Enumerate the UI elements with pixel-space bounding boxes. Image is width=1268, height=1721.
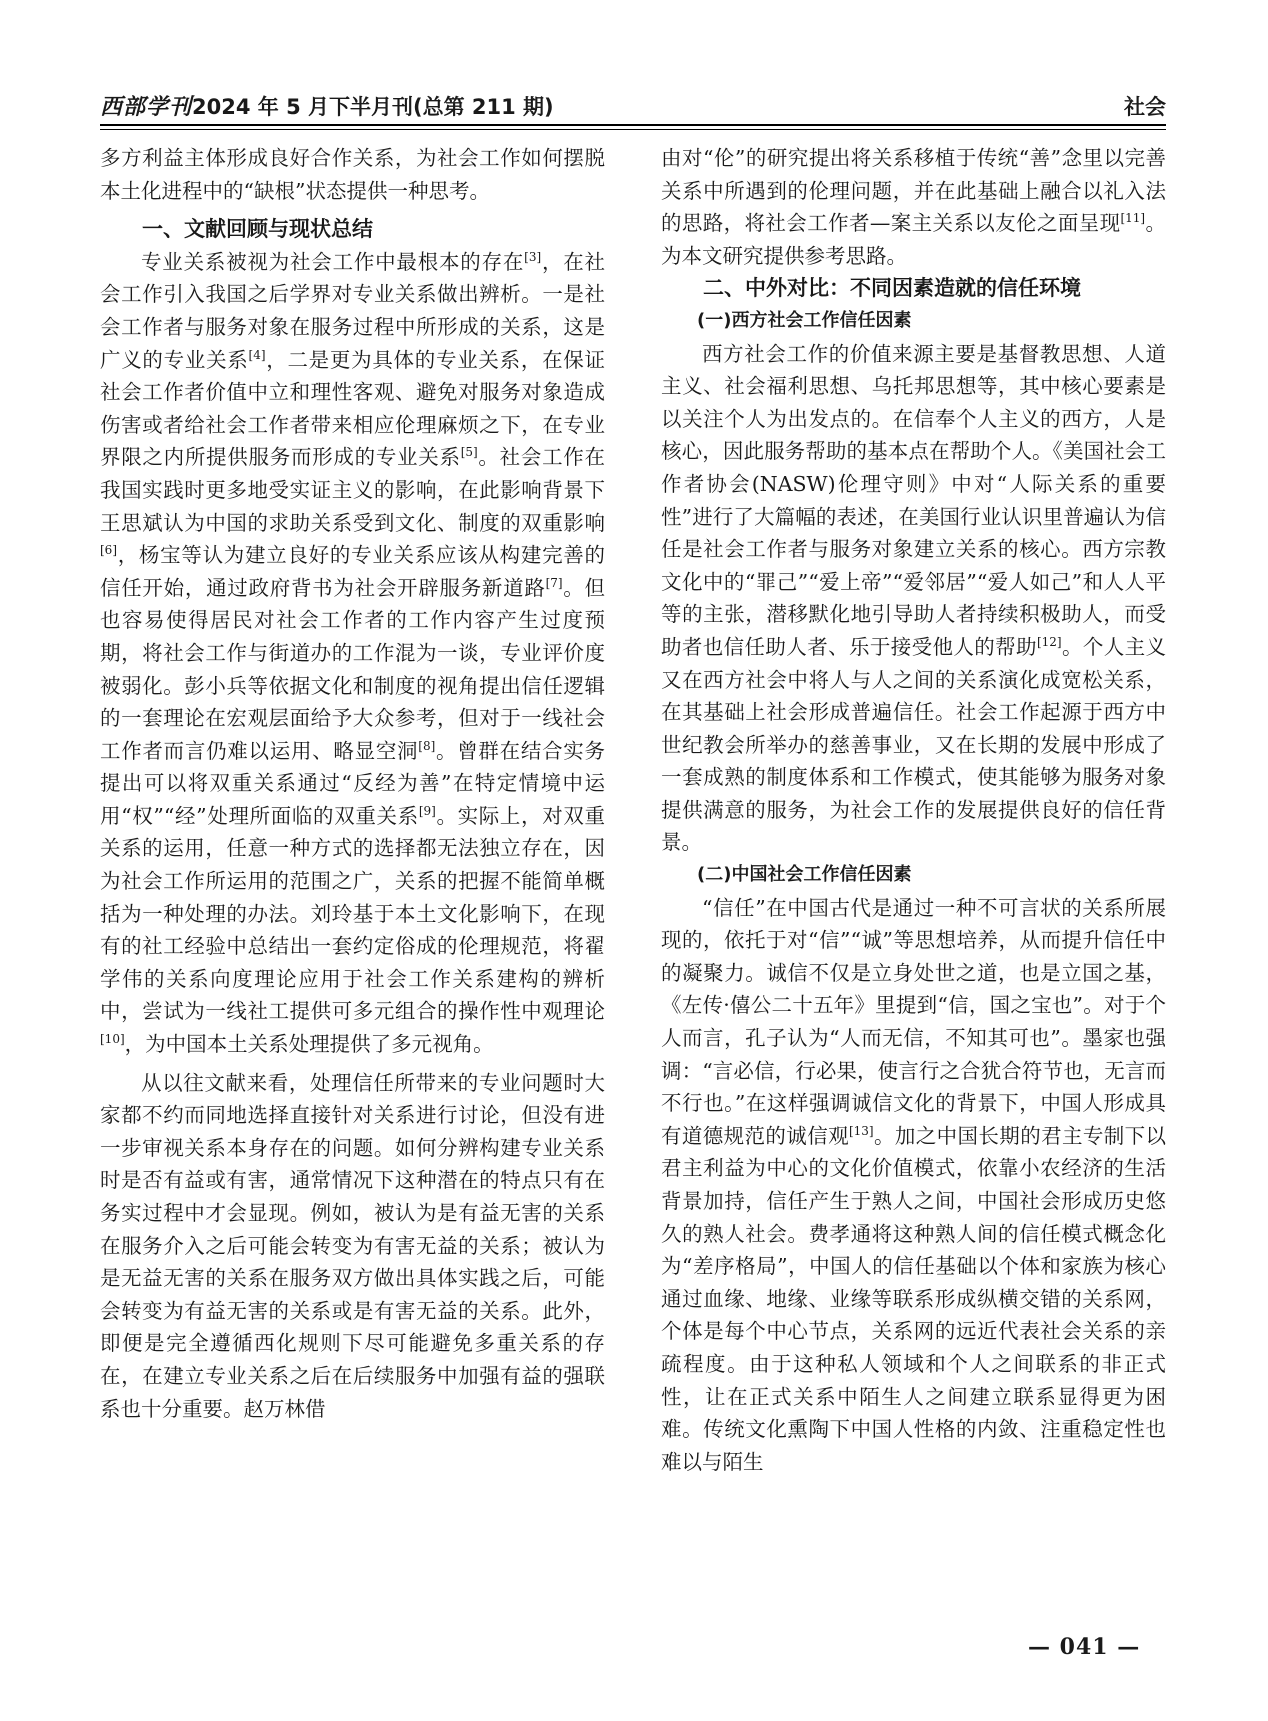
paragraph: “信任”在中国古代是通过一种不可言状的关系所展现的，依托于对“信”“诚”等思想培养，从而提升信任中的凝聚力。诚信不仅是立身处世之道，也是立国之基，《左传·僖公二十五年》里提到“信，国之宝也”。对于个人而言，孔子认为“人而无信，不知其可也”。墨家也强调：“言必信，行必果，使言行之合犹合符节也，无言而不行也。”在这样强调诚信文化的背景下，中国人形成具有道德规范的诚信观[13]。加之中国长期的君主专制下以君主利益为中心的文化价值模式，依靠小农经济的生活背景加持，信任产生于熟人之间，中国社会形成历史悠久的熟人社会。费孝通将这种熟人间的信任模式概念化为“差序格局”，中国人的信任基础以个体和家族为核心通过血缘、地缘、业缘等联系形成纵横交错的关系网，个体是每个中心节点，关系网的远近代表社会关系的亲疏程度。由于这种私人领域和个人之间联系的非正式性，让在正式关系中陌生人之间建立联系显得更为困难。传统文化熏陶下中国人性格的内敛、注重稳定性也难以与陌生 [661, 895, 1167, 1474]
header-rule [100, 124, 1166, 130]
section-heading: 一、文献回顾与现状总结 [142, 217, 373, 242]
paragraph: 西方社会工作的价值来源主要是基督教思想、人道主义、社会福利思想、乌托邦思想等，其中核心要素是以关注个人为出发点的。在信奉个人主义的西方，人是核心，因此服务帮助的基本点在帮助个人。《美国社会工作者协会(NASW)伦理守则》中对“人际关系的重要性”进行了大篇幅的表述，在美国行业认识里普遍认为信任是社会工作者与服务对象建立关系的核心。西方宗教文化中的“罪己”“爱上帝”“爱邻居”“爱人如己”和人人平等的主张，潜移默化地引导助人者持续积极助人，而受助者也信任助人者、乐于接受他人的帮助[12]。个人主义又在西方社会中将人与人之间的关系演化成宽松关系，在其基础上社会形成普遍信任。社会工作起源于西方中世纪教会所举办的慈善事业，又在长期的发展中形成了一套成熟的制度体系和工作模式，使其能够为服务对象提供满意的服务，为社会工作的发展提供良好的信任背景。 [661, 341, 1167, 855]
issue-info: 2024 年 5 月下半月刊(总第 211 期) [192, 95, 554, 119]
citation-ref: [9] [418, 804, 436, 819]
citation-ref: [3] [524, 249, 542, 264]
page-header [100, 92, 1166, 128]
subsection-heading: (二)中国社会工作信任因素 [697, 864, 912, 886]
citation-ref: [11] [1120, 211, 1146, 226]
citation-ref: [5] [460, 445, 478, 460]
section-heading: 二、中外对比：不同因素造就的信任环境 [703, 276, 1081, 301]
citation-ref: [6] [100, 543, 117, 558]
section-name: 社会 [1124, 95, 1166, 119]
citation-ref: [10] [100, 1032, 125, 1047]
citation-ref: [7] [545, 575, 563, 590]
paragraph: 由对“伦”的研究提出将关系移植于传统“善”念里以完善关系中所遇到的伦理问题，并在此基础上融合以礼入法的思路，将社会工作者—案主关系以友伦之面呈现[11]。为本文研究提供参考思路。 [661, 146, 1167, 268]
left-column [100, 142, 605, 1425]
right-column [661, 142, 1166, 1478]
subsection-heading: (一)西方社会工作信任因素 [697, 309, 912, 331]
citation-ref: [4] [248, 347, 266, 362]
paragraph: 从以往文献来看，处理信任所带来的专业问题时大家都不约而同地选择直接针对关系进行讨论，但没有进一步审视关系本身存在的问题。如何分辨构建专业关系时是否有益或有害，通常情况下这种潜在的特点只有在务实过程中才会显现。例如，被认为是有益无害的关系在服务介入之后可能会转变为有害无益的关系；被认为是无益无害的关系在服务双方做出具体实践之后，可能会转变为有益无害的关系或是有害无益的关系。此外，即便是完全遵循西化规则下尽可能避免多重关系的存在，在建立专业关系之后在后续服务中加强有益的强联系也十分重要。赵万林借 [100, 1070, 605, 1421]
journal-logo: 西部学刊 [100, 94, 193, 120]
paragraph: 多方利益主体形成良好合作关系，为社会工作如何摆脱本土化进程中的“缺根”状态提供一种思考。 [100, 146, 605, 203]
citation-ref: [13] [848, 1123, 874, 1138]
page-number: — 041 — [1028, 1634, 1141, 1660]
citation-ref: [8] [418, 738, 436, 753]
citation-ref: [12] [1036, 635, 1062, 650]
paragraph: 专业关系被视为社会工作中最根本的存在[3]，在社会工作引入我国之后学界对专业关系做出辨析。一是社会工作者与服务对象在服务过程中所形成的关系，这是广义的专业关系[4]，二是更为具体的专业关系，在保证社会工作者价值中立和理性客观、避免对服务对象造成伤害或者给社会工作者带来相应伦理麻烦之下，在专业界限之内所提供服务而形成的专业关系[5]。社会工作在我国实践时更多地受实证主义的影响，在此影响背景下王思斌认为中国的求助关系受到文化、制度的双重影响[6]，杨宝等认为建立良好的专业关系应该从构建完善的信任开始，通过政府背书为社会开辟服务新道路[7]。但也容易使得居民对社会工作者的工作内容产生过度预期，将社会工作与街道办的工作混为一谈，专业评价度被弱化。彭小兵等依据文化和制度的视角提出信任逻辑的一套理论在宏观层面给予大众参考，但对于一线社会工作者而言仍难以运用、略显空洞[8]。曾群在结合实务提出可以将双重关系通过“反经为善”在特定情境中运用“权”“经”处理所面临的双重关系[9]。实际上，对双重关系的运用，任意一种方式的选择都无法独立存在，因为社会工作所运用的范围之广，关系的把握不能简单概括为一种处理的办法。刘玲基于本土文化影响下，在现有的社工经验中总结出一套约定俗成的伦理规范，将翟学伟的关系向度理论应用于社会工作关系建构的辨析中，尝试为一线社工提供可多元组合的操作性中观理论[10]，为中国本土关系处理提供了多元视角。 [100, 249, 606, 1057]
